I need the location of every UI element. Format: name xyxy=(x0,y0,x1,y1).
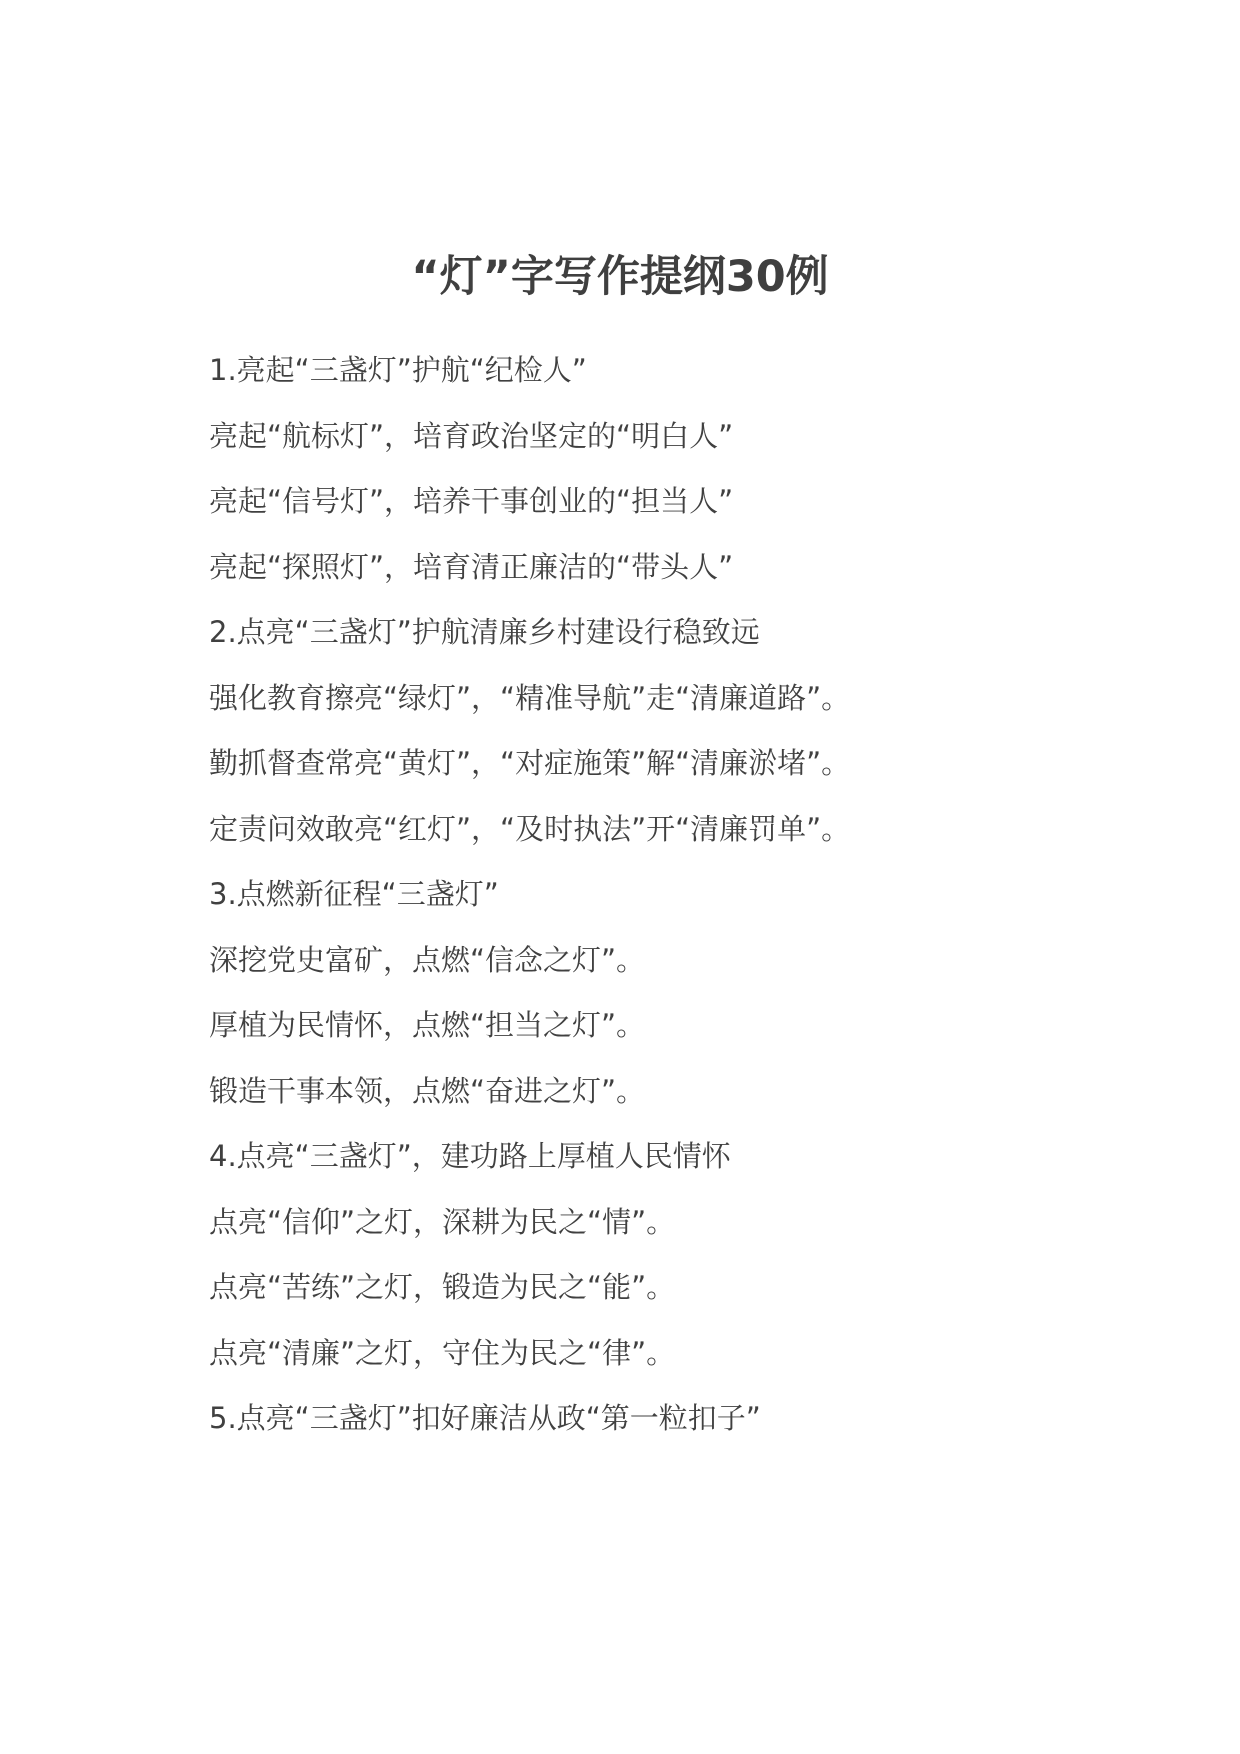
outline-heading: 1.亮起“三盏灯”护航“纪检人” xyxy=(209,353,587,387)
outline-item: 强化教育擦亮“绿灯”，“精准导航”走“清廉道路”。 xyxy=(209,680,851,715)
outline-item: 亮起“探照灯”，培育清正廉洁的“带头人” xyxy=(209,549,734,584)
outline-item: 点亮“清廉”之灯，守住为民之“律”。 xyxy=(209,1335,676,1370)
outline-heading: 3.点燃新征程“三盏灯” xyxy=(209,877,499,911)
outline-item: 定责问效敢亮“红灯”，“及时执法”开“清廉罚单”。 xyxy=(209,811,851,846)
outline-item: 厚植为民情怀，点燃“担当之灯”。 xyxy=(209,1008,646,1042)
outline-heading: 5.点亮“三盏灯”扣好廉洁从政“第一粒扣子” xyxy=(209,1401,761,1435)
page-title: “灯”字写作提纲30例 xyxy=(411,252,829,302)
outline-list xyxy=(209,342,1109,1456)
outline-heading: 4.点亮“三盏灯”，建功路上厚植人民情怀 xyxy=(209,1139,731,1173)
outline-item: 勤抓督查常亮“黄灯”，“对症施策”解“清廉淤堵”。 xyxy=(209,746,851,780)
outline-item: 锻造干事本领，点燃“奋进之灯”。 xyxy=(209,1073,646,1108)
outline-item: 点亮“苦练”之灯，锻造为民之“能”。 xyxy=(209,1270,676,1304)
outline-heading: 2.点亮“三盏灯”护航清廉乡村建设行稳致远 xyxy=(209,615,760,649)
outline-item: 亮起“信号灯”，培养干事创业的“担当人” xyxy=(209,484,734,518)
outline-item: 亮起“航标灯”，培育政治坚定的“明白人” xyxy=(209,418,734,453)
outline-item: 点亮“信仰”之灯，深耕为民之“情”。 xyxy=(209,1204,676,1239)
outline-item: 深挖党史富矿，点燃“信念之灯”。 xyxy=(209,942,646,977)
